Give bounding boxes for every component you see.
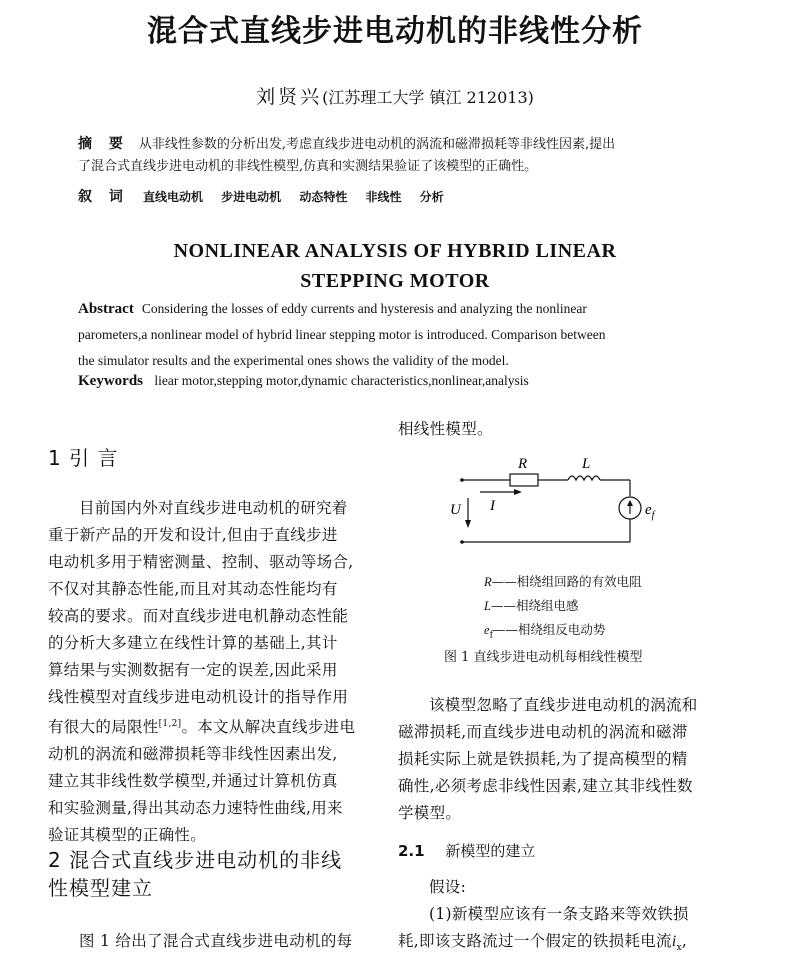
text-line: 验证其模型的正确性。 [48, 826, 207, 845]
title-en-line2: STEPPING MOTOR [300, 270, 490, 292]
text-line: 假设: [429, 878, 467, 896]
label-f: f [651, 510, 655, 521]
abstract-en [78, 296, 718, 374]
text-line: 磁滞损耗,而直线步进电动机的涡流和磁滞 [398, 723, 688, 741]
right-column-assumptions [398, 874, 728, 962]
text-line: 确性,必须考虑非线性因素,建立其非线性数 [398, 777, 693, 795]
text-line: 较高的要求。而对直线步进电机静动态性能 [48, 607, 349, 625]
text-line: 不仅对其静态性能,而且对其动态性能均有 [48, 580, 338, 598]
subsection-heading [398, 840, 535, 861]
text-line: 的分析大多建立在线性计算的基础上,其计 [48, 634, 338, 652]
text-fragment: 有很大的局限性 [48, 718, 159, 737]
text-line: 线性模型对直线步进电动机设计的指导作用 [48, 688, 349, 706]
figure-caption: 图 1 直线步进电动机每相线性模型 [444, 650, 643, 665]
text-line: 目前国内外对直线步进电动机的研究着 [79, 499, 348, 517]
legend-symbol: e [484, 623, 490, 637]
abstract-en-line3: the simulator results and the experimental ones shows the validity of the model. [78, 353, 509, 368]
terminal-dot [460, 478, 464, 482]
keyword-cn: 动态特性 [299, 190, 348, 204]
text-line [398, 928, 728, 962]
label-I: I [490, 498, 495, 514]
paper-title-en [0, 236, 790, 296]
abstract-en-line2: parometers,a nonlinear model of hybrid linear stepping motor is introduced. Comparison between [78, 327, 606, 342]
text-line: 损耗实际上就是铁损耗,为了提高模型的精 [398, 750, 688, 768]
legend-subscript: f [489, 630, 493, 641]
keywords-cn-label: 叙 词 [78, 189, 129, 205]
author-line [0, 82, 790, 109]
abstract-en-line1: Considering the losses of eddy currents and hysteresis and analyzing the nonlinear [141, 301, 587, 316]
keyword-cn: 直线电动机 [143, 190, 204, 204]
text-line: 建立其非线性数学模型,并通过计算机仿真 [48, 772, 338, 791]
paper-title-cn: 混合式直线步进电动机的非线性分析 [147, 14, 643, 49]
abstract-cn-line1: 从非线性参数的分析出发,考虑直线步进电动机的涡流和磁滞损耗等非线性因素,提出 [138, 137, 616, 152]
keywords-en-label: Keywords [78, 373, 143, 389]
inductor-symbol [568, 476, 600, 480]
label-ef [645, 502, 656, 521]
text-fragment: 。本文从解决直线步进电 [181, 718, 356, 737]
label-R: R [518, 456, 528, 472]
title-en-line1: NONLINEAR ANALYSIS OF HYBRID LINEAR [173, 240, 617, 262]
source-arrow-head [627, 500, 633, 506]
abstract-cn [78, 133, 718, 178]
text-line: 电动机多用于精密测量、控制、驱动等场合, [48, 553, 354, 571]
subsection-number: 2.1 [398, 842, 425, 860]
text-line: 算结果与实测数据有一定的误差,因此采用 [48, 661, 338, 679]
legend-text: ——相绕组电感 [490, 598, 579, 613]
section-2-heading [48, 846, 378, 902]
legend-symbol: L [484, 599, 491, 613]
text-line: 动机的涡流和磁滞损耗等非线性因素出发, [48, 745, 338, 764]
left-column-intro [48, 495, 368, 849]
right-column-top-line: 相线性模型。 [398, 420, 493, 438]
legend-item [484, 618, 744, 648]
legend-symbol: R [484, 575, 492, 589]
abstract-cn-line2: 了混合式直线步进电动机的非线性模型,仿真和实测结果验证了该模型的正确性。 [78, 159, 538, 174]
legend-text: ——相绕组回路的有效电阻 [491, 574, 642, 589]
label-e: e [645, 502, 652, 518]
author-name: 刘贤兴 [256, 86, 323, 108]
keyword-cn: 非线性 [365, 190, 402, 204]
label-L: L [582, 456, 591, 472]
legend-text: ——相绕组反电动势 [492, 622, 606, 637]
abstract-cn-label: 摘 要 [78, 136, 129, 152]
current-arrow-head [514, 489, 522, 495]
voltage-arrow-head [465, 520, 471, 528]
text-line: 学模型。 [398, 804, 462, 822]
resistor-symbol [510, 474, 538, 486]
circuit-diagram [440, 450, 670, 560]
keyword-cn: 步进电动机 [221, 190, 282, 204]
left-column-fig-intro [48, 928, 368, 955]
math-var: i [671, 933, 677, 950]
text-line: 重于新产品的开发和设计,但由于直线步进 [48, 526, 338, 544]
legend-item [484, 594, 744, 618]
text-line: 该模型忽略了直线步进电动机的涡流和 [429, 696, 698, 714]
text-line: 图 1 给出了混合式直线步进电动机的每 [79, 932, 353, 950]
keyword-cn: 分析 [419, 190, 444, 204]
abstract-en-label: Abstract [78, 301, 134, 317]
figure-legend [484, 570, 744, 648]
legend-item [484, 570, 744, 594]
section-2-line2: 性模型建立 [48, 876, 153, 900]
section-2-line1: 2 混合式直线步进电动机的非线 [48, 848, 343, 872]
section-1-heading: 1 引 言 [48, 446, 119, 470]
keywords-en-text: liear motor,stepping motor,dynamic characteristics,nonlinear,analysis [154, 373, 529, 388]
label-U: U [450, 502, 461, 518]
text-line: (1)新模型应该有一条支路来等效铁损 [429, 905, 689, 923]
keywords-en [78, 368, 718, 394]
text-line: 和实验测量,得出其动态力速特性曲线,用来 [48, 799, 343, 818]
text-fragment: 耗,即该支路流过一个假定的铁损耗电流 [398, 932, 672, 950]
right-column-paragraph [398, 692, 728, 827]
text-line [48, 711, 368, 741]
author-affiliation: (江苏理工大学 镇江 212013) [322, 88, 534, 107]
text-fragment: , [681, 932, 688, 950]
math-sub: x [676, 943, 682, 954]
keywords-cn [78, 186, 718, 209]
citation: [1,2] [158, 719, 182, 729]
subsection-title: 新模型的建立 [445, 842, 536, 860]
terminal-dot [460, 540, 464, 544]
